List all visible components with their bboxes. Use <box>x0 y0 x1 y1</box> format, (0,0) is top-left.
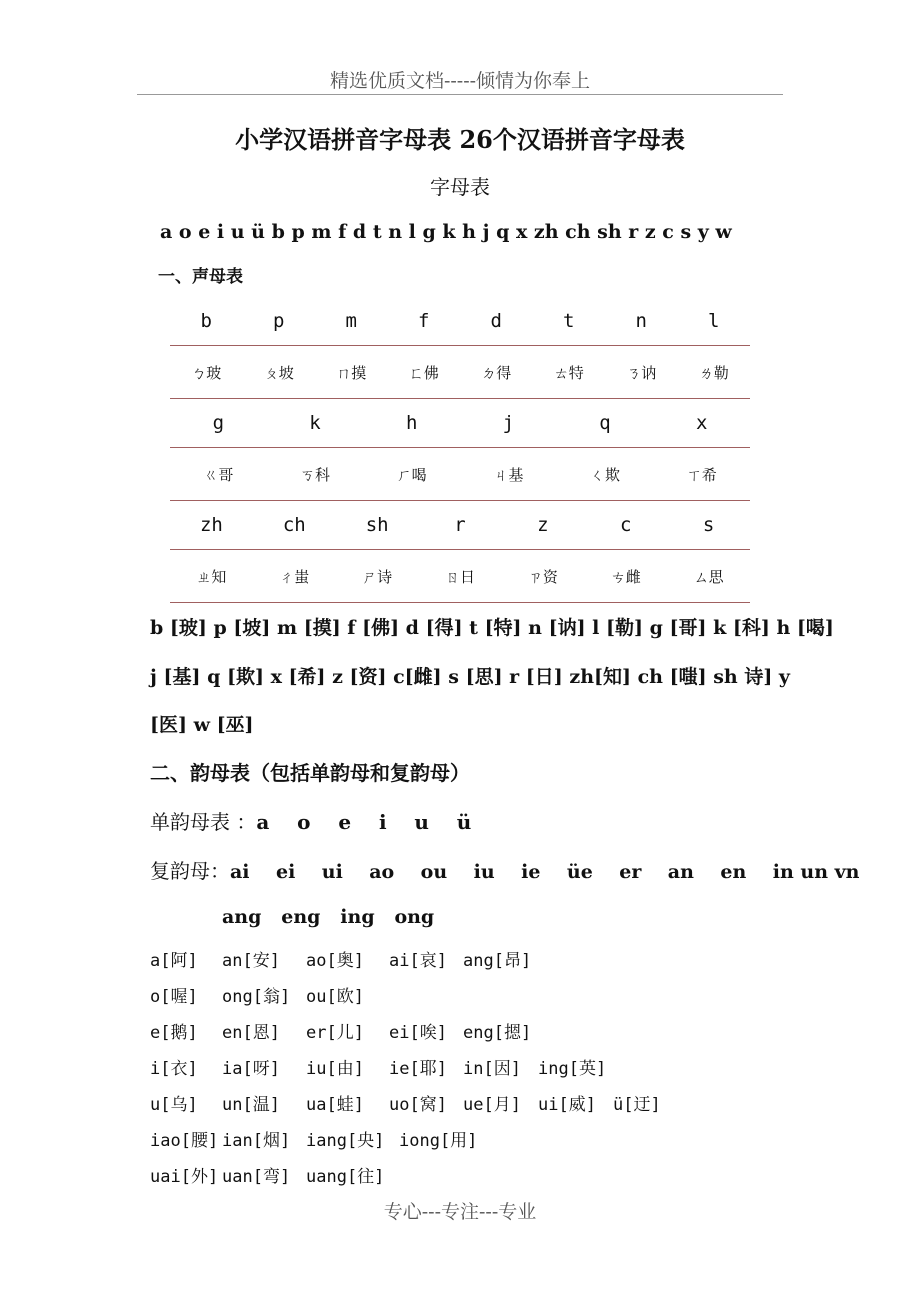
initials-cell: r <box>454 514 466 536</box>
final-entry: uai[外] <box>150 1167 219 1187</box>
initials-cell: b <box>200 310 212 332</box>
initials-cell: sh <box>365 514 389 536</box>
final-entry: ue[月] <box>463 1095 521 1115</box>
initials-cell: ㄔ蚩 <box>279 567 310 586</box>
initials-cell: z <box>537 514 549 536</box>
initials-cell: h <box>405 412 418 434</box>
compound-finals-line-2 <box>222 904 434 928</box>
final-entry: un[温] <box>222 1095 280 1115</box>
compound-finals-values-2: ang eng ing ong <box>222 906 435 928</box>
initials-cell: ㄖ日 <box>445 567 476 586</box>
initials-cell: ㄆ坡 <box>263 363 294 382</box>
initials-cell: ㄘ雌 <box>610 567 641 586</box>
final-entry: ong[翁] <box>222 987 291 1007</box>
final-entry: ie[耶] <box>389 1059 447 1079</box>
final-entry: an[安] <box>222 951 280 971</box>
final-entry: ai[哀] <box>389 951 447 971</box>
alphabet-line: a o e i u ü b p m f d t n l g k h j q x zh ch sh r z c s y w <box>160 221 732 243</box>
initials-cell: l <box>708 310 720 332</box>
simple-finals-line <box>150 806 471 835</box>
initials-paragraph-line-3: [医] w [巫] <box>150 714 254 736</box>
final-entry: ing[英] <box>538 1059 607 1079</box>
initials-cell: s <box>702 514 715 536</box>
initials-paragraph-line-1: b [玻] p [坡] m [摸] f [佛] d [得] t [特] n [讷] l [勒] g [哥] k [科] h [喝] <box>150 617 834 639</box>
initials-cell: ㄍ哥 <box>203 465 234 484</box>
final-entry: o[喔] <box>150 987 198 1007</box>
final-entry: in[因] <box>463 1059 521 1079</box>
final-entry: a[阿] <box>150 951 198 971</box>
initials-row-bopomofo <box>170 346 750 399</box>
header-rule <box>137 94 783 95</box>
page-footer: 专心---专注---专业 <box>383 1201 537 1223</box>
section2-title: 二、韵母表（包括单韵母和复韵母） <box>150 761 470 785</box>
initials-cell: ㄅ玻 <box>191 363 222 382</box>
initials-cell: m <box>345 310 357 332</box>
compound-finals-label: 复韵母： <box>150 859 230 883</box>
initials-cell: d <box>490 310 502 332</box>
initials-cell: ㄒ希 <box>686 465 717 484</box>
initials-cell: f <box>418 310 430 332</box>
final-entry: ua[蛙] <box>306 1095 364 1115</box>
initials-cell: ㄎ科 <box>300 465 331 484</box>
final-entry: ou[欧] <box>306 987 364 1007</box>
initials-table <box>170 297 750 603</box>
final-entry: iu[由] <box>306 1059 364 1079</box>
final-entry: ei[唉] <box>389 1023 447 1043</box>
final-entry: iang[央] <box>306 1131 385 1151</box>
initials-cell: n <box>635 310 647 332</box>
initials-cell: ㄐ基 <box>493 465 524 484</box>
initials-cell: ㄈ佛 <box>408 363 439 382</box>
subtitle: 字母表 <box>430 175 490 199</box>
initials-row-latin <box>170 297 750 346</box>
initials-cell: ㄉ得 <box>481 363 512 382</box>
initials-cell: k <box>309 412 321 434</box>
final-entry: uang[往] <box>306 1167 385 1187</box>
initials-cell: ㄇ摸 <box>336 363 367 382</box>
section1-title: 一、声母表 <box>158 267 243 287</box>
initials-cell: ㄑ欺 <box>590 465 621 484</box>
final-entry: ao[奥] <box>306 951 364 971</box>
final-entry: iong[用] <box>399 1131 478 1151</box>
simple-finals-values: a o e i u ü <box>256 810 472 834</box>
initials-cell: g <box>212 412 225 434</box>
initials-cell: ㄕ诗 <box>362 567 393 586</box>
final-entry: uo[窝] <box>389 1095 447 1115</box>
initials-cell: ch <box>282 514 306 536</box>
initials-cell: ㄏ喝 <box>396 465 427 484</box>
final-entry: e[鹅] <box>150 1023 198 1043</box>
initials-row-latin <box>170 399 750 448</box>
final-entry: en[恩] <box>222 1023 280 1043</box>
initials-cell: ㄊ特 <box>553 363 584 382</box>
initials-cell: p <box>273 310 285 332</box>
final-entry: er[儿] <box>306 1023 364 1043</box>
initials-cell: zh <box>199 514 223 536</box>
initials-row-latin <box>170 501 750 550</box>
final-entry: iao[腰] <box>150 1131 219 1151</box>
initials-cell: t <box>563 310 575 332</box>
final-entry: u[乌] <box>150 1095 198 1115</box>
initials-cell: ㄓ知 <box>196 567 227 586</box>
final-entry: ü[迂] <box>613 1095 661 1115</box>
initials-cell: ㄙ思 <box>693 567 724 586</box>
final-entry: ia[呀] <box>222 1059 280 1079</box>
initials-cell: c <box>620 514 632 536</box>
final-entry: uan[弯] <box>222 1167 291 1187</box>
document-title: 小学汉语拼音字母表 26个汉语拼音字母表 <box>235 125 685 154</box>
final-entry: ang[昂] <box>463 951 532 971</box>
final-entry: eng[摁] <box>463 1023 532 1043</box>
final-entry: ian[烟] <box>222 1131 291 1151</box>
initials-cell: ㄌ勒 <box>698 363 729 382</box>
initials-cell: ㄋ讷 <box>626 363 657 382</box>
final-entry: ui[威] <box>538 1095 596 1115</box>
initials-row-bopomofo <box>170 550 750 603</box>
compound-finals-values: ai ei ui ao ou iu ie üe er an en in un vn <box>230 861 860 883</box>
compound-finals-line <box>150 855 860 884</box>
initials-row-bopomofo <box>170 448 750 501</box>
simple-finals-label: 单韵母表 ： <box>150 810 257 834</box>
initials-cell: j <box>502 412 515 434</box>
initials-cell: q <box>599 412 611 434</box>
page-header: 精选优质文档-----倾情为你奉上 <box>329 70 591 92</box>
initials-paragraph-line-2: j [基] q [欺] x [希] z [资] c[雌] s [思] r [日] zh[知] ch [嗤] sh 诗] y <box>150 666 790 688</box>
initials-cell: x <box>695 412 708 434</box>
initials-cell: ㄗ资 <box>527 567 558 586</box>
final-entry: i[衣] <box>150 1059 198 1079</box>
